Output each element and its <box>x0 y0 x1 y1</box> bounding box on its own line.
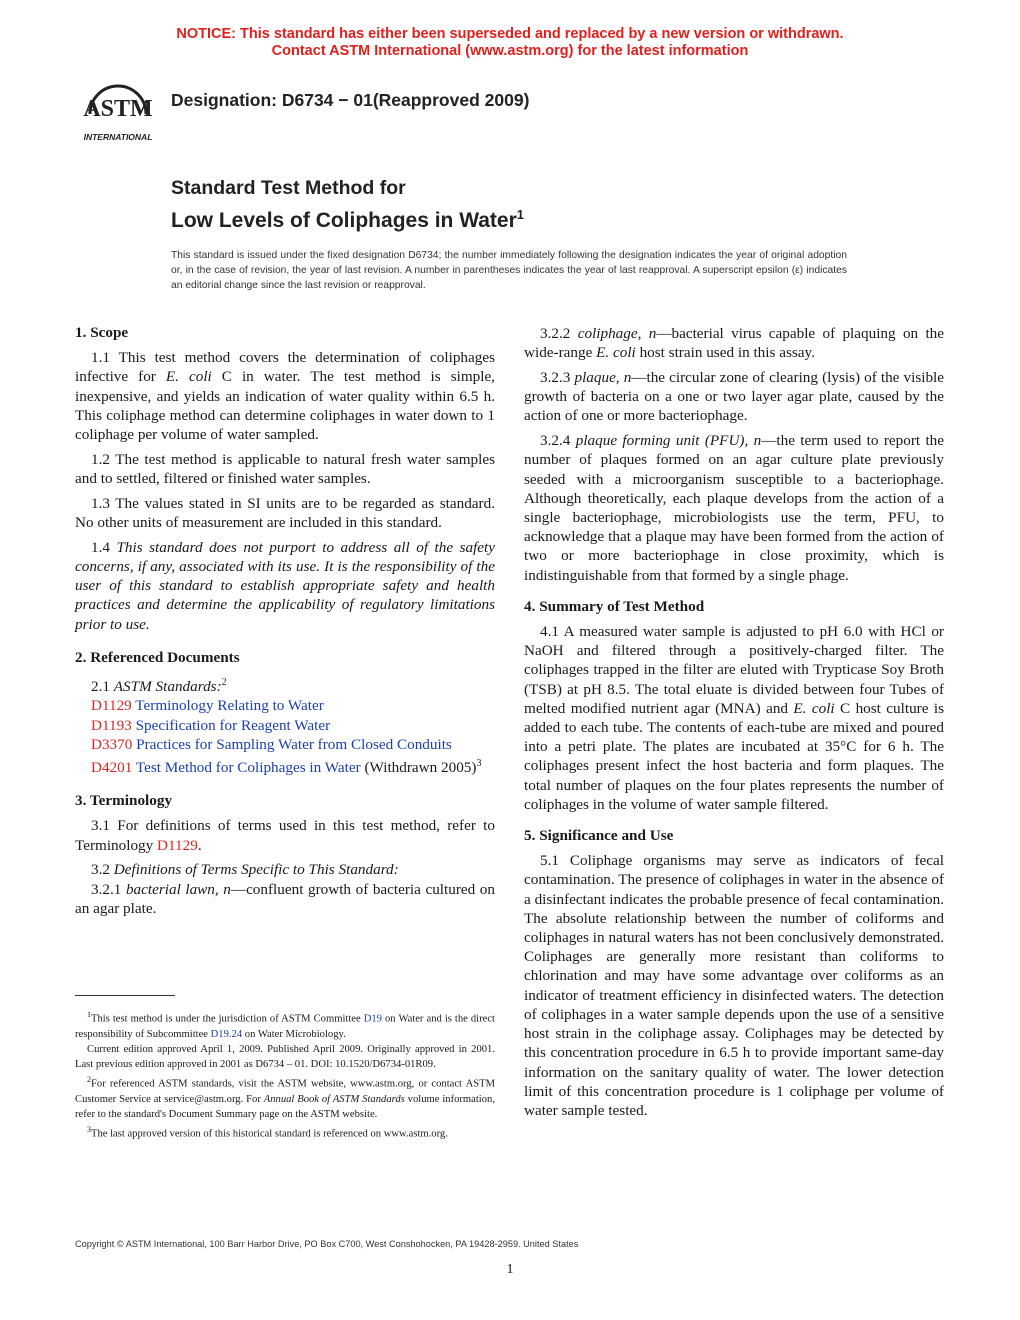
title-line-1: Standard Test Method for <box>171 177 406 199</box>
astm-logo <box>76 74 160 144</box>
footnote-1: $^1$This test method is under the jurisdiction of ASTM Committee D19 on Water and is the direct responsibility of Subcommittee D19.24 on Water Microbiology. <box>75 1010 495 1040</box>
link-d19-24[interactable]: D19.24 <box>210 1028 243 1040</box>
designation: Designation: D6734 − 01(Reapproved 2009) <box>171 90 530 110</box>
footnote-divider <box>75 995 175 996</box>
paragraph-3-1: 3.1 For definitions of terms used in this test method, refer to Terminology D1129. <box>75 817 495 854</box>
footnote-1-edition: Current edition approved April 1, 2009. Published April 2009. Originally approved in 2001. Last previous edition approved in 2001 as D6734 – 01. DOI: 10.1520/D6734-01R09. <box>75 1043 495 1071</box>
section-heading-referenced-documents: 2. Referenced Documents <box>75 648 240 666</box>
section-heading-terminology: 3. Terminology <box>75 792 173 810</box>
footnote-3: $^3$The last approved version of this historical standard is referenced on www.astm.org. <box>87 1125 448 1141</box>
document-title <box>171 175 524 235</box>
paragraph-3-2-1: 3.2.1 bacterial lawn, n—confluent growth of bacteria cultured on an agar plate. <box>75 880 495 917</box>
title-footnote-mark: 1 <box>516 207 525 222</box>
logo-label: INTERNATIONAL <box>83 132 153 142</box>
paragraph-3-2-2: 3.2.2 coliphage, n—bacterial virus capable of plaquing on the wide-range E. coli host strain used in this assay. <box>524 325 945 362</box>
reference-item[interactable]: D4201 Test Method for Coliphages in Water (Withdrawn 2005)$^3$ <box>91 757 482 776</box>
link-d19[interactable]: D19 <box>363 1013 382 1025</box>
copyright-line: Copyright © ASTM International, 100 Barr Harbor Drive, PO Box C700, West Conshohocken, PA 19428-2959. United States <box>75 1239 579 1249</box>
reference-item[interactable]: D3370 Practices for Sampling Water from Closed Conduits <box>91 735 452 753</box>
link-d1129[interactable]: D1129 <box>157 836 198 854</box>
reference-item[interactable]: D1129 Terminology Relating to Water <box>91 697 324 715</box>
paragraph-1-4: 1.4 This standard does not purport to address all of the safety concerns, if any, associated with its use. It is the responsibility of the user of this standard to establish appropriate safety and health practices and determine the applicability of regulatory limitations prior to use. <box>75 538 496 633</box>
section-heading-significance: 5. Significance and Use <box>524 827 674 845</box>
page-number: 1 <box>506 1262 514 1277</box>
section-heading-scope: 1. Scope <box>75 324 129 341</box>
paragraph-1-3: 1.3 The values stated in SI units are to be regarded as standard. No other units of measurement are included in this standard. <box>75 494 495 532</box>
paragraph-1-1: 1.1 This test method covers the determination of coliphages infective for E. coli C in water. The test method is simple, inexpensive, and yields an indication of water quality within 6.5 h. This coliphage method can determine coliphages in water down to 1 coliphage per volume of water sampled. <box>75 349 495 444</box>
paragraph-3-2-4: 3.2.4 plaque forming unit (PFU), n—the term used to report the number of plaques formed on an agar culture plate previously seeded with a microorganism susceptible to a bacteriophage. Although theoretically, each plaque develops from the action of a single bacteriophage, microbiologists use the term, PFU, to acknowledge that a plaque may have been formed from the action of two or more bacteriophage in close proximity, which is indistinguishable from that formed by a single phage. <box>524 432 945 584</box>
paragraph-5-1: 5.1 Coliphage organisms may serve as indicators of fecal contamination. The presence of coliphages in water in the absence of a disinfectant indicates the probable presence of fecal contamination. The absolute relationship between the number of coliforms and coliphages in natural waters has not been conclusively demonstrated. Coliphages are generally more resistant than coliforms to chlorination and may have some advantage over coliforms as an indicator of treatment efficiency in disinfected waters. The detection of coliphages in a water sample depends upon the use of a sensitive host strain in the coliphage assay. Coliphages may be detected by this concentration procedure in 6.5 h to provide important same-day information on the sanitary quality of water. The lower detection limit of this concentration procedure is 1 coliphage per volume of water sample tested. <box>524 852 944 1119</box>
paragraph-3-2: 3.2 Definitions of Terms Specific to This Standard: <box>91 861 399 879</box>
paragraph-4-1: 4.1 A measured water sample is adjusted to pH 6.0 with HCl or NaOH and filtered through a positively-charged filter. The coliphages trapped in the filter are eluted with Trypticase Soy Broth (TSB) at pH 8.5. The total eluate is divided between four Tubes of melted modified nutrient agar (MNA) and E. coli C host culture is added to each tube. The contents of each-tube are mixed and poured into a petri plate. The plates are incubated at 35°C for 6 h. The coliphages present infect the host bacteria and form plaques. The total number of plaques on the four plates represents the number of coliphages in the volume of water sample filtered. <box>524 623 944 813</box>
title-line-2: Low Levels of Coliphages in Water$^1$ <box>171 207 525 232</box>
logo-letters: ASTM <box>83 96 153 122</box>
astm-standards-subheading: 2.1 ASTM Standards:$^2$ <box>91 677 227 696</box>
right-column <box>524 324 944 1126</box>
issuance-statement: This standard is issued under the fixed designation D6734; the number immediately following the designation indicates the year of original adoption or, in the case of revision, the year of last revision. A number in parentheses indicates the year of last reapproval. A superscript epsilon (ε) indicates an editorial change since the last revision or reapproval. <box>171 250 847 291</box>
supersession-notice <box>0 26 1020 60</box>
reference-item[interactable]: D1193 Specification for Reagent Water <box>91 716 331 734</box>
paragraph-1-2: 1.2 The test method is applicable to natural fresh water samples and to settled, filtered or finished water samples. <box>75 450 495 488</box>
notice-line-1: NOTICE: This standard has either been superseded and replaced by a new version or withdrawn. <box>176 26 844 42</box>
left-column <box>75 322 495 924</box>
footnote-2: $^2$For referenced ASTM standards, visit the ASTM website, www.astm.org, or contact ASTM Customer Service at service@astm.org. For Annual Book of ASTM Standards volume information, refer to the standard's Document Summary page on the ASTM website. <box>75 1075 495 1121</box>
paragraph-3-2-3: 3.2.3 plaque, n—the circular zone of clearing (lysis) of the visible growth of bacteria on a one or two layer agar plate, caused by the action of one or more bacteriophage. <box>524 369 945 425</box>
footnotes <box>75 1007 495 1142</box>
section-heading-summary: 4. Summary of Test Method <box>524 597 705 615</box>
notice-line-2: Contact ASTM International (www.astm.org) for the latest information <box>271 43 749 59</box>
